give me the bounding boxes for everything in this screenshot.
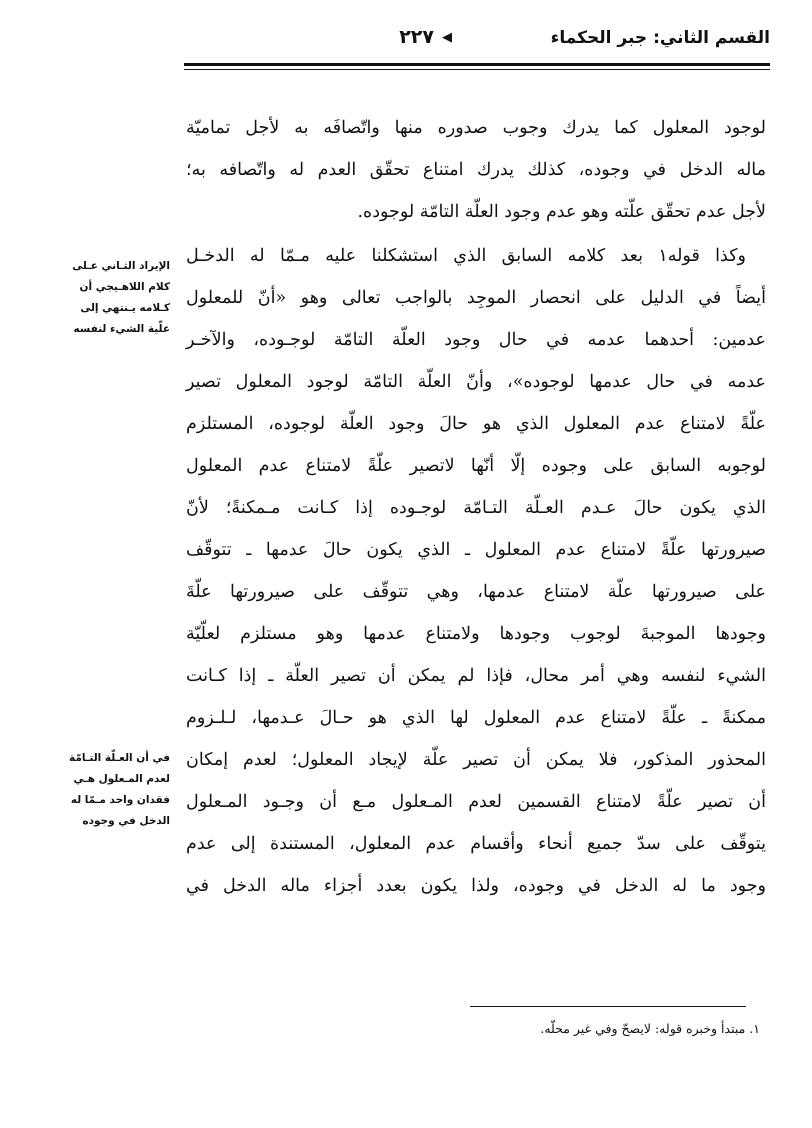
text-line: وجودها الموجبةَ لوجوب وجودها ولامتناع عدمها وهو مستلزم لعلّيّة [186, 624, 766, 644]
page-number: ٢٢٧ [399, 26, 434, 48]
margin-note-line: الدخل في وجوده [82, 815, 170, 827]
text-line: لأجل عدم تحقّق علّته وهو عدم وجود العلّة التامّة لوجوده. [357, 202, 766, 222]
text-line: لوجوبه السابق على وجوده إلّا أنّها لاتصير علّةً لامتناع عدم المعلول [186, 456, 766, 476]
margin-note [52, 256, 170, 340]
text-line: لوجود المعلول كما يدرك وجوب صدوره منها واتّصافَه به لأجل تماميّة [186, 118, 766, 138]
text-line: أيضاً في الدليل على انحصار الموجِد بالواجب تعالى وهو «أنّ للمعلول [186, 288, 766, 308]
header-rule-thin [184, 69, 770, 70]
text-line: الذي يكون حالَ عـدم العـلّة التـامّة لوجـوده إذا كـانت مـمكنةً؛ لأنّ [186, 498, 766, 518]
margin-note-line: في أن العـلّة التـامّة [69, 752, 170, 764]
margin-note-line: فقدان واحد مـمّا له [70, 794, 170, 806]
text-line: وكذا قوله١ بعد كلامه السابق الذي استشكلنا عليه مـمّا له الدخـل [186, 246, 746, 266]
text-line: ممكنةً ـ علّةً لامتناع عدم المعلول لها الذي هو حـالَ عـدمها، لـلـزوم [186, 708, 766, 728]
text-line: ماله الدخل في وجوده، كذلك يدرك امتناع تحقّق العدم له واتّصافه به؛ [186, 160, 766, 180]
margin-note [52, 748, 170, 832]
text-line: يتوقّف على سدّ جميع أنحاء وأقسام عدم المعلول، المستندة إلى عدم [186, 834, 766, 854]
footnote-separator [470, 1006, 746, 1007]
footnote: ١. مبتدأ وخبره قوله: لايصحّ وفي غير محلّه. [540, 1021, 760, 1036]
text-line: أن تصير علّةً لامتناع القسمين لعدم المـعلول مـع أن وجـود المـعلول [186, 792, 766, 812]
text-line: الشيء لنفسه وهي أمر محال، فإذا لم يمكن أن تصير العلّة ـ إذا كـانت [186, 666, 766, 686]
triangle-left-icon: ◀ [442, 30, 452, 45]
margin-note-line: الإيراد الثـاني عـلى [72, 260, 170, 272]
text-line: عدمه في حال عدمها لوجوده»، وأنّ العلّة التامّة لوجود المعلول تصير [186, 372, 766, 392]
margin-note-line: كلام اللاهـيجي أن [79, 281, 170, 293]
text-line: صيرورتها علّةً لامتناع عدم المعلول ـ الذي يكون حالَ عدمها ـ تتوقّف [186, 540, 766, 560]
header-rule-thick [184, 63, 770, 66]
page-header [184, 26, 770, 66]
text-line: وجود ما له الدخل في وجوده، ولذا يكون بعدد أجزاء ماله الدخل في [186, 876, 766, 896]
text-line: على صيرورتها علّة لامتناع عدمها، وهي تتوقّف على صيرورتها علّةَ [186, 582, 766, 602]
text-line: علّةً لامتناع عدم المعلول الذي هو حالَ وجود العلّة لوجوده، المستلزم [186, 414, 766, 434]
text-line: المحذور المذكور، فلا يمكن أن تصير علّة لإيجاد المعلول؛ لعدم إمكان [186, 750, 766, 770]
margin-note-line: لعدم المـعلول هـي [73, 773, 170, 785]
text-line: عدمين: أحدهما عدمه في حال وجود العلّة التامّة لوجـوده، والآخـر [186, 330, 766, 350]
margin-note-line: علّية الشيء لنفسه [73, 323, 170, 335]
running-title: القسم الثاني: جبر الحكماء [550, 28, 770, 48]
margin-note-line: كـلامه يـنتهي إلى [80, 302, 170, 314]
